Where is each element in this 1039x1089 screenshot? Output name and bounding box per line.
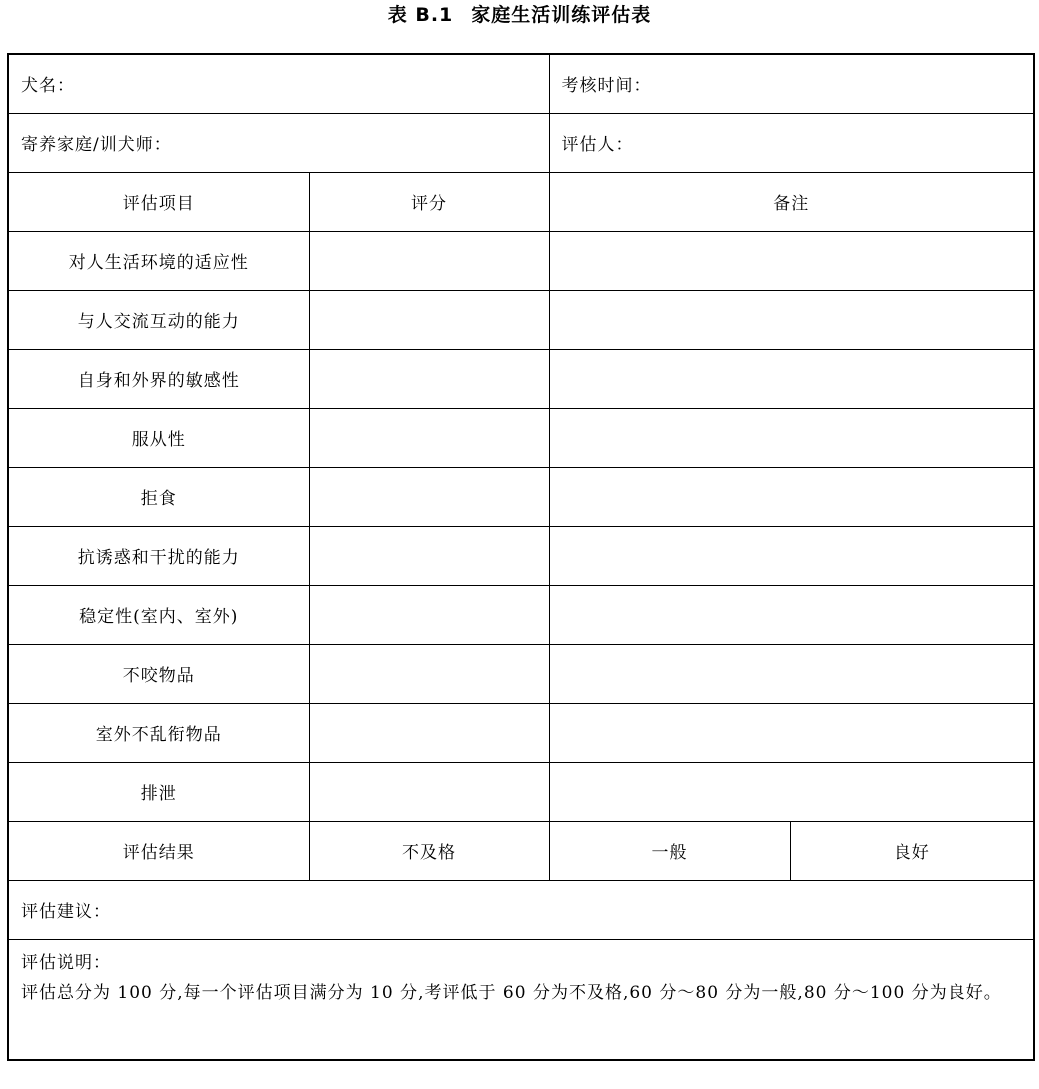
result-average[interactable]: 一般: [549, 821, 790, 880]
remarks-cell[interactable]: [549, 467, 1034, 526]
item-label: 抗诱惑和干扰的能力: [8, 526, 309, 585]
family-trainer-field[interactable]: 寄养家庭/训犬师：: [8, 113, 549, 172]
table-row: [8, 231, 1034, 290]
result-label: 评估结果: [8, 821, 309, 880]
item-label: 拒食: [8, 467, 309, 526]
column-header-row: [8, 172, 1034, 231]
column-header-remarks: 备注: [549, 172, 1034, 231]
item-label: 稳定性(室内、室外): [8, 585, 309, 644]
item-label: 自身和外界的敏感性: [8, 349, 309, 408]
table-number: 表 B.1: [387, 4, 454, 26]
remarks-cell[interactable]: [549, 408, 1034, 467]
suggestion-field[interactable]: 评估建议：: [8, 880, 1034, 939]
item-label: 排泄: [8, 762, 309, 821]
table-row: [8, 644, 1034, 703]
remarks-cell[interactable]: [549, 231, 1034, 290]
score-cell[interactable]: [309, 290, 549, 349]
item-rows: [8, 231, 1034, 821]
table-row: [8, 526, 1034, 585]
explanation-cell: [8, 939, 1034, 1060]
result-good[interactable]: 良好: [790, 821, 1034, 880]
score-cell[interactable]: [309, 467, 549, 526]
explanation-row: [8, 939, 1034, 1060]
item-label: 服从性: [8, 408, 309, 467]
table-row: [8, 703, 1034, 762]
remarks-cell[interactable]: [549, 644, 1034, 703]
item-label: 不咬物品: [8, 644, 309, 703]
score-cell[interactable]: [309, 703, 549, 762]
remarks-cell[interactable]: [549, 762, 1034, 821]
result-row: [8, 821, 1034, 880]
assessor-field[interactable]: 评估人：: [549, 113, 1034, 172]
table-row: [8, 290, 1034, 349]
explanation-heading: 评估说明：: [21, 952, 111, 973]
header-row-2: [8, 113, 1034, 172]
remarks-cell[interactable]: [549, 585, 1034, 644]
score-cell[interactable]: [309, 349, 549, 408]
table-row: [8, 585, 1034, 644]
remarks-cell[interactable]: [549, 290, 1034, 349]
score-cell[interactable]: [309, 644, 549, 703]
column-header-score: 评分: [309, 172, 549, 231]
exam-time-field[interactable]: 考核时间：: [549, 54, 1034, 113]
table-row: [8, 349, 1034, 408]
score-cell[interactable]: [309, 762, 549, 821]
score-cell[interactable]: [309, 408, 549, 467]
column-header-item: 评估项目: [8, 172, 309, 231]
evaluation-table: [7, 53, 1035, 1061]
item-label: 与人交流互动的能力: [8, 290, 309, 349]
header-row-1: [8, 54, 1034, 113]
remarks-cell[interactable]: [549, 526, 1034, 585]
table-title: [0, 0, 1039, 34]
remarks-cell[interactable]: [549, 349, 1034, 408]
score-cell[interactable]: [309, 585, 549, 644]
explanation-body: 评估总分为 100 分,每一个评估项目满分为 10 分,考评低于 60 分为不及格,60 分～80 分为一般,80 分～100 分为良好。: [21, 982, 1002, 1003]
table-title-text: 家庭生活训练评估表: [471, 4, 652, 26]
suggestion-row: [8, 880, 1034, 939]
score-cell[interactable]: [309, 231, 549, 290]
table-row: [8, 408, 1034, 467]
remarks-cell[interactable]: [549, 703, 1034, 762]
score-cell[interactable]: [309, 526, 549, 585]
item-label: 室外不乱衔物品: [8, 703, 309, 762]
dog-name-field[interactable]: 犬名：: [8, 54, 549, 113]
table-row: [8, 467, 1034, 526]
item-label: 对人生活环境的适应性: [8, 231, 309, 290]
result-fail[interactable]: 不及格: [309, 821, 549, 880]
table-row: [8, 762, 1034, 821]
